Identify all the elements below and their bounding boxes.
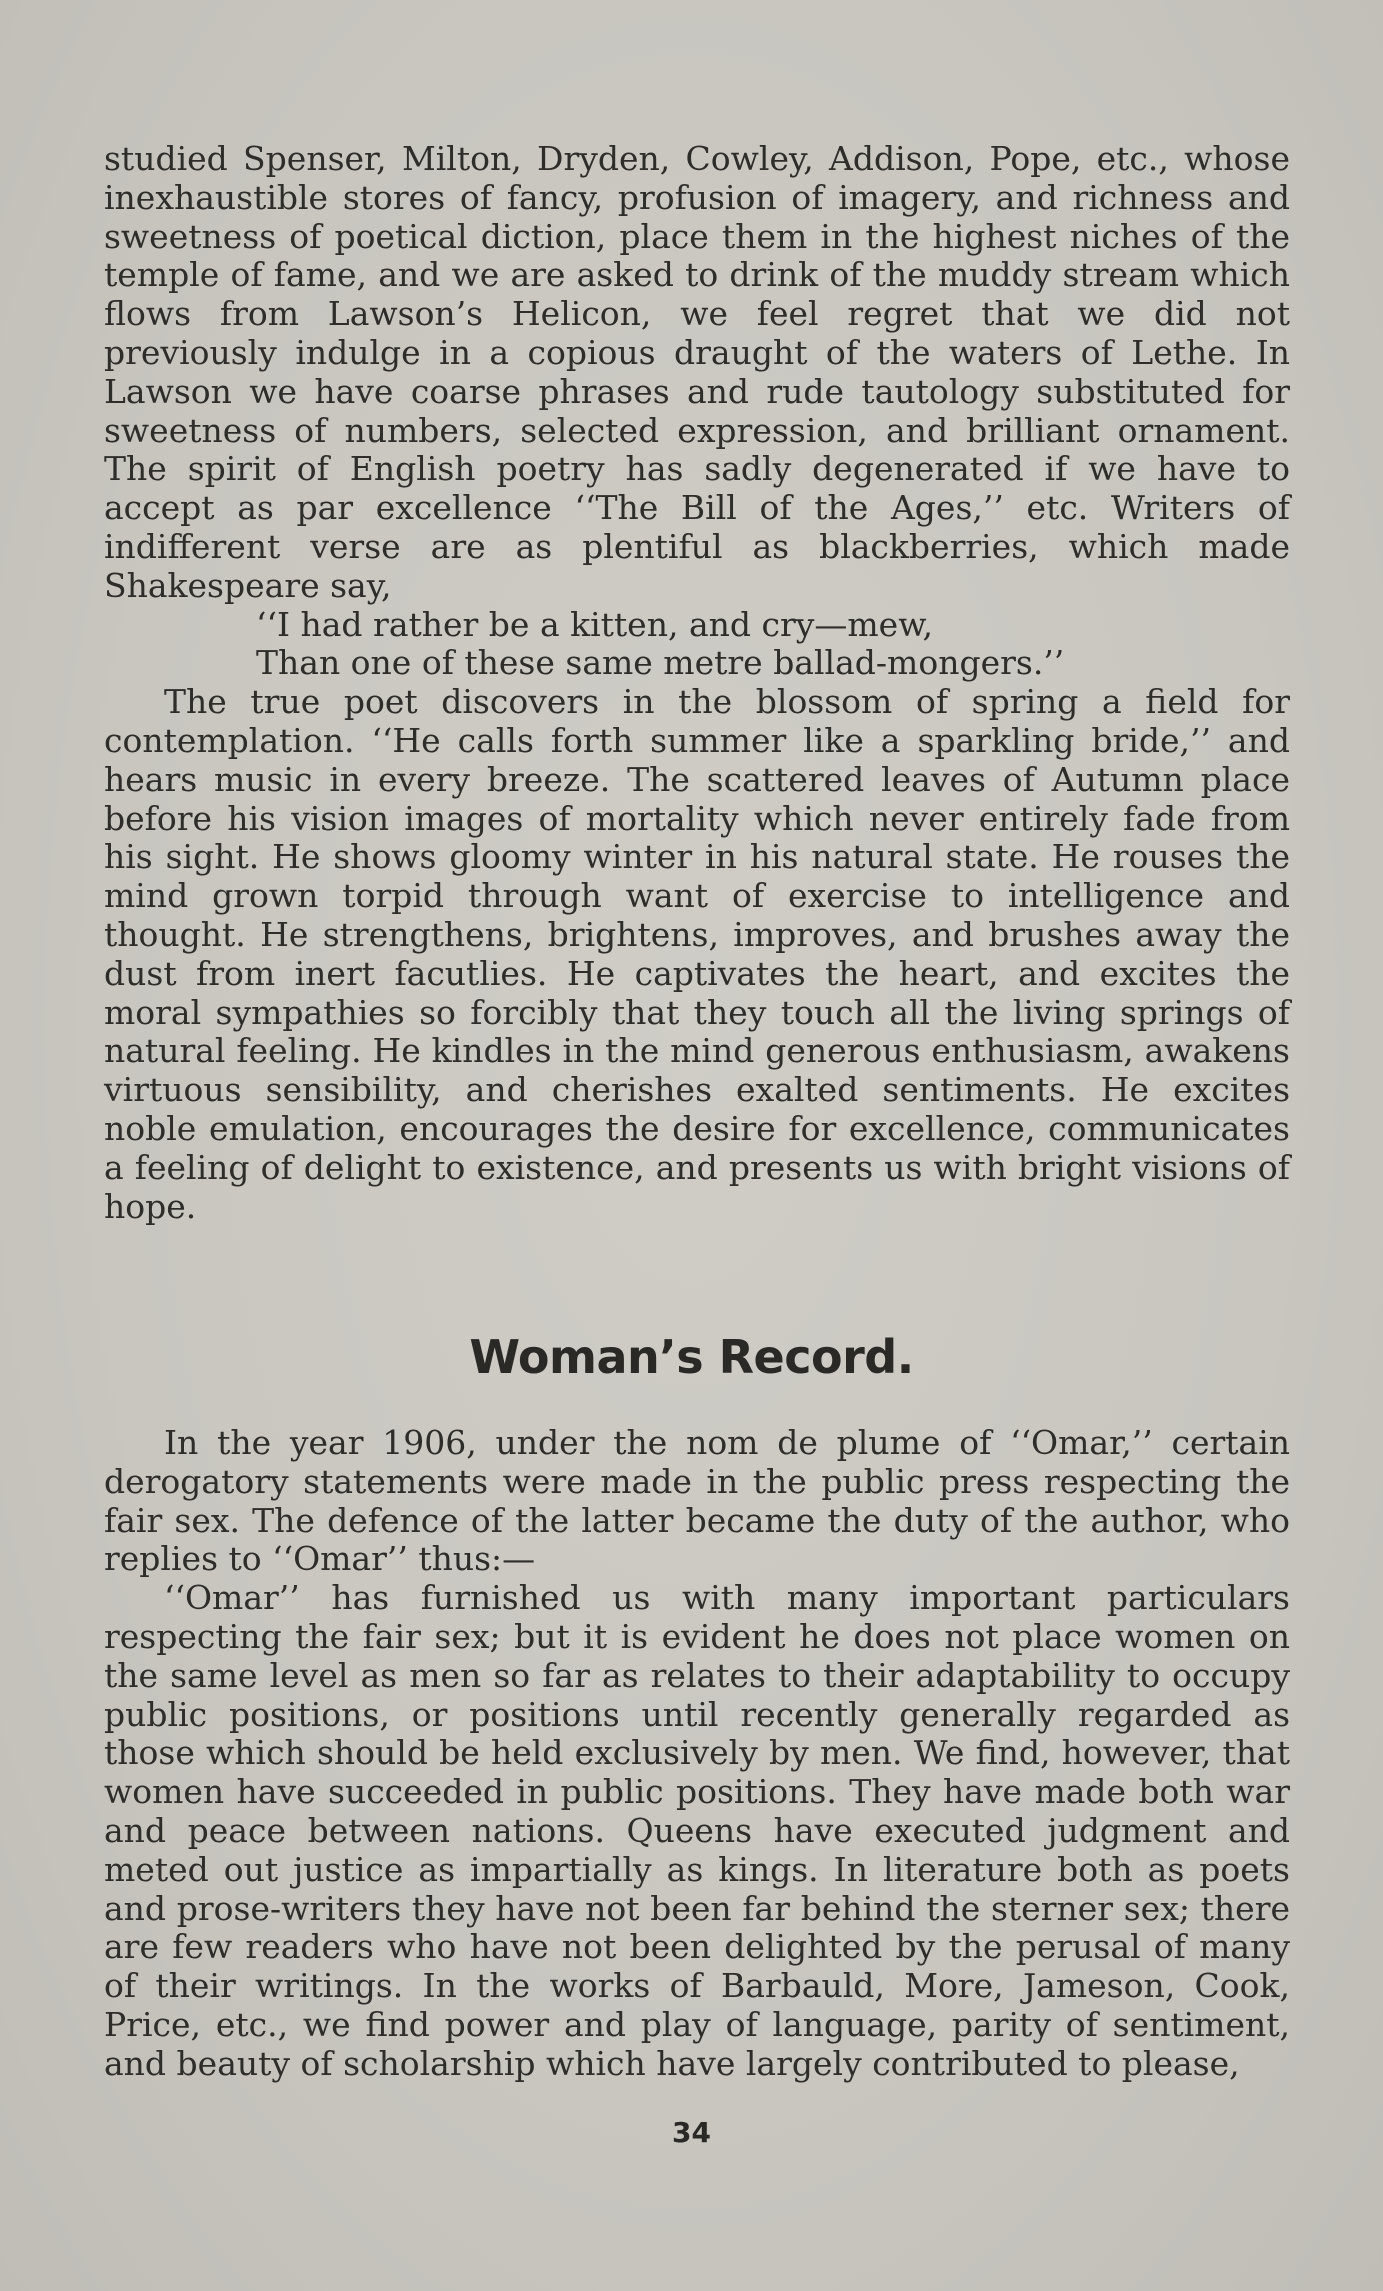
quote-line: ‘‘I had rather be a kitten, and cry—mew, — [256, 604, 934, 644]
text-block-bottom — [104, 1424, 1290, 2084]
verse-quote — [256, 606, 1290, 684]
quote-line: Than one of these same metre ballad-mongers.’’ — [256, 643, 1065, 683]
paragraph-true-poet: The true poet discovers in the blossom of spring a field for contemplation. ‘‘He calls forth summer like a sparkling bride,’’ and hears music in every breeze. The scattered leaves of Autumn place before his vision images of mortality which never entirely fade from his sight. He shows gloomy winter in his natural state. He rouses the mind grown torpid through want of exercise to intelligence and thought. He strengthens, brightens, improves, and brushes away the dust from inert facutlies. He captivates the heart, and excites the moral sympathies so forcibly that they touch all the living springs of natural feeling. He kindles in the mind generous enthusiasm, awakens virtuous sensibility, and cherishes exalted sentiments. He excites noble emulation, encourages the desire for excellence, communicates a feeling of delight to existence, and presents us with bright visions of hope. — [104, 682, 1290, 1226]
paragraph-reply: ‘‘Omar’’ has furnished us with many important particulars respecting the fair sex; but it is evident he does not place women on the same level as men so far as relates to their adaptability to occupy public positions, or positions until recently generally regarded as those which should be held exclusively by men. We find, however, that women have succeeded in public positions. They have made both war and peace between nations. Queens have executed judgment and meted out justice as impartially as kings. In literature both as poets and prose-writers they have not been far behind the sterner sex; there are few readers who have not been delighted by the perusal of many of their writings. In the works of Barbauld, More, Jameson, Cook, Price, etc., we find power and play of language, parity of sentiment, and beauty of scholarship which have largely contributed to please, — [104, 1578, 1290, 2083]
section-heading: Woman’s Record. — [469, 1330, 914, 1384]
page-number: 34 — [672, 2116, 711, 2149]
paragraph-intro: In the year 1906, under the nom de plume of ‘‘Omar,’’ certain derogatory statements were made in the public press respecting the fair sex. The defence of the latter became the duty of the author, who replies to ‘‘Omar’’ thus:— — [104, 1423, 1290, 1579]
text-block-top — [104, 140, 1290, 1226]
paragraph-continued: studied Spenser, Milton, Dryden, Cowley, Addison, Pope, etc., whose inexhaustible stores of fancy, profusion of imagery, and richness and sweetness of poetical diction, place them in the highest niches of the temple of fame, and we are asked to drink of the muddy stream which flows from Lawson’s Helicon, we feel regret that we did not previously indulge in a copious draught of the waters of Lethe. In Lawson we have coarse phrases and rude tautology substituted for sweetness of numbers, selected expression, and brilliant ornament. The spirit of English poetry has sadly degenerated if we have to accept as par excellence ‘‘The Bill of the Ages,’’ etc. Writers of indifferent verse are as plentiful as blackberries, which made Shakespeare say, — [104, 139, 1290, 605]
